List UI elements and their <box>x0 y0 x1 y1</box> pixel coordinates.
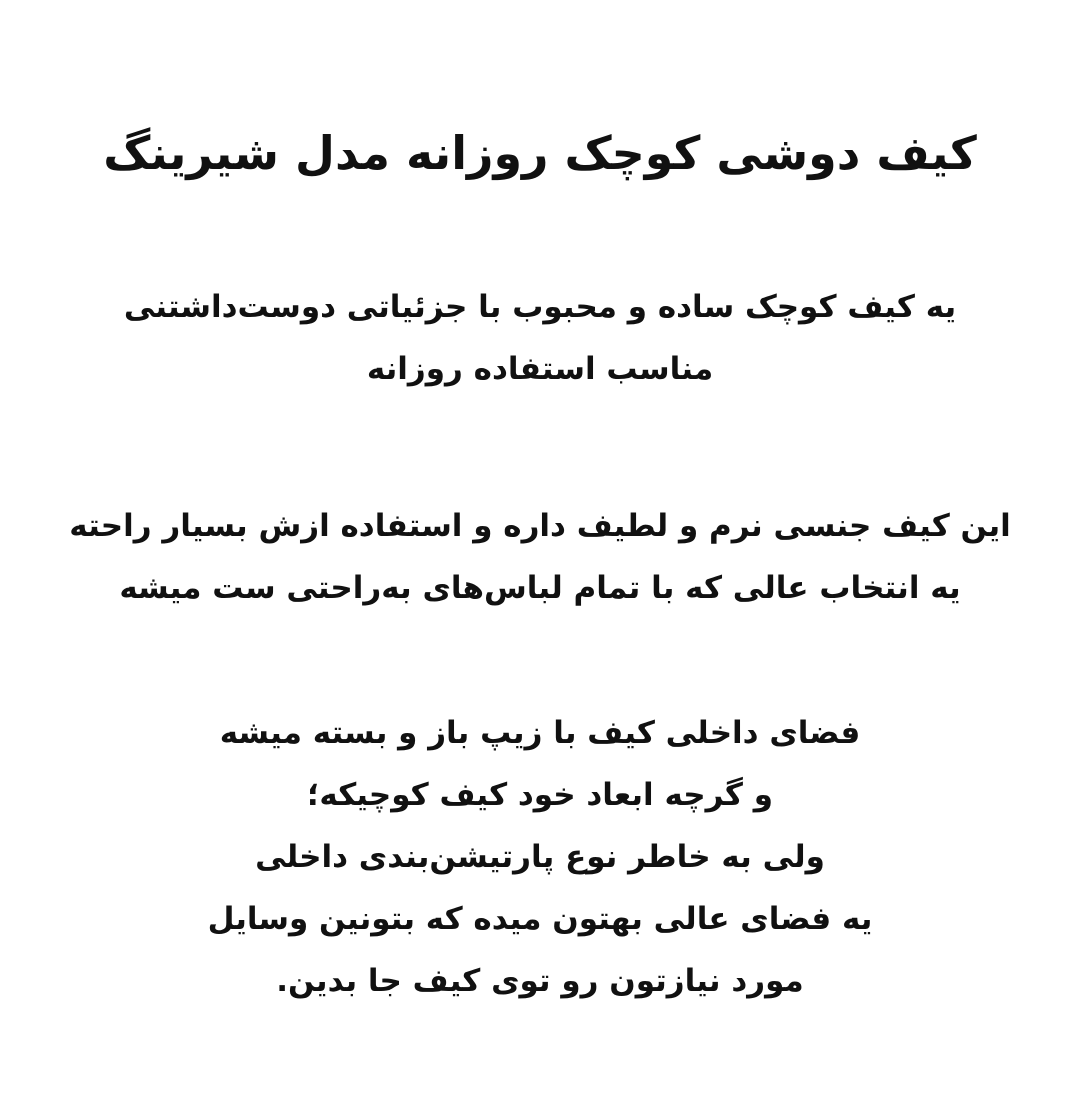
material-paragraph <box>50 495 1030 619</box>
paragraph-line: ولی به خاطر نوع پارتیشن‌بندی داخلی <box>255 839 825 875</box>
page-title: کیف دوشی کوچک روزانه مدل شیرینگ <box>103 126 977 180</box>
paragraph-line: و گرچه ابعاد خود کیف کوچیکه؛ <box>307 777 773 813</box>
paragraph-line: این کیف جنسی نرم و لطیف داره و استفاده ازش بسیار راحته <box>69 508 1011 544</box>
paragraph-line: یه فضای عالی بهتون میده که بتونین وسایل <box>207 901 873 937</box>
paragraph-line: یه انتخاب عالی که با تمام لباس‌های به‌راحتی ست میشه <box>119 570 961 606</box>
paragraph-line: مورد نیازتون رو توی کیف جا بدین. <box>276 963 804 999</box>
paragraph-line: مناسب استفاده روزانه <box>366 351 714 387</box>
paragraph-line: فضای داخلی کیف با زیپ باز و بسته میشه <box>219 715 861 751</box>
interior-paragraph <box>50 702 1030 1012</box>
paragraph-line: یه کیف کوچک ساده و محبوب با جزئیاتی دوست‌داشتنی <box>123 289 957 325</box>
intro-paragraph <box>50 276 1030 400</box>
